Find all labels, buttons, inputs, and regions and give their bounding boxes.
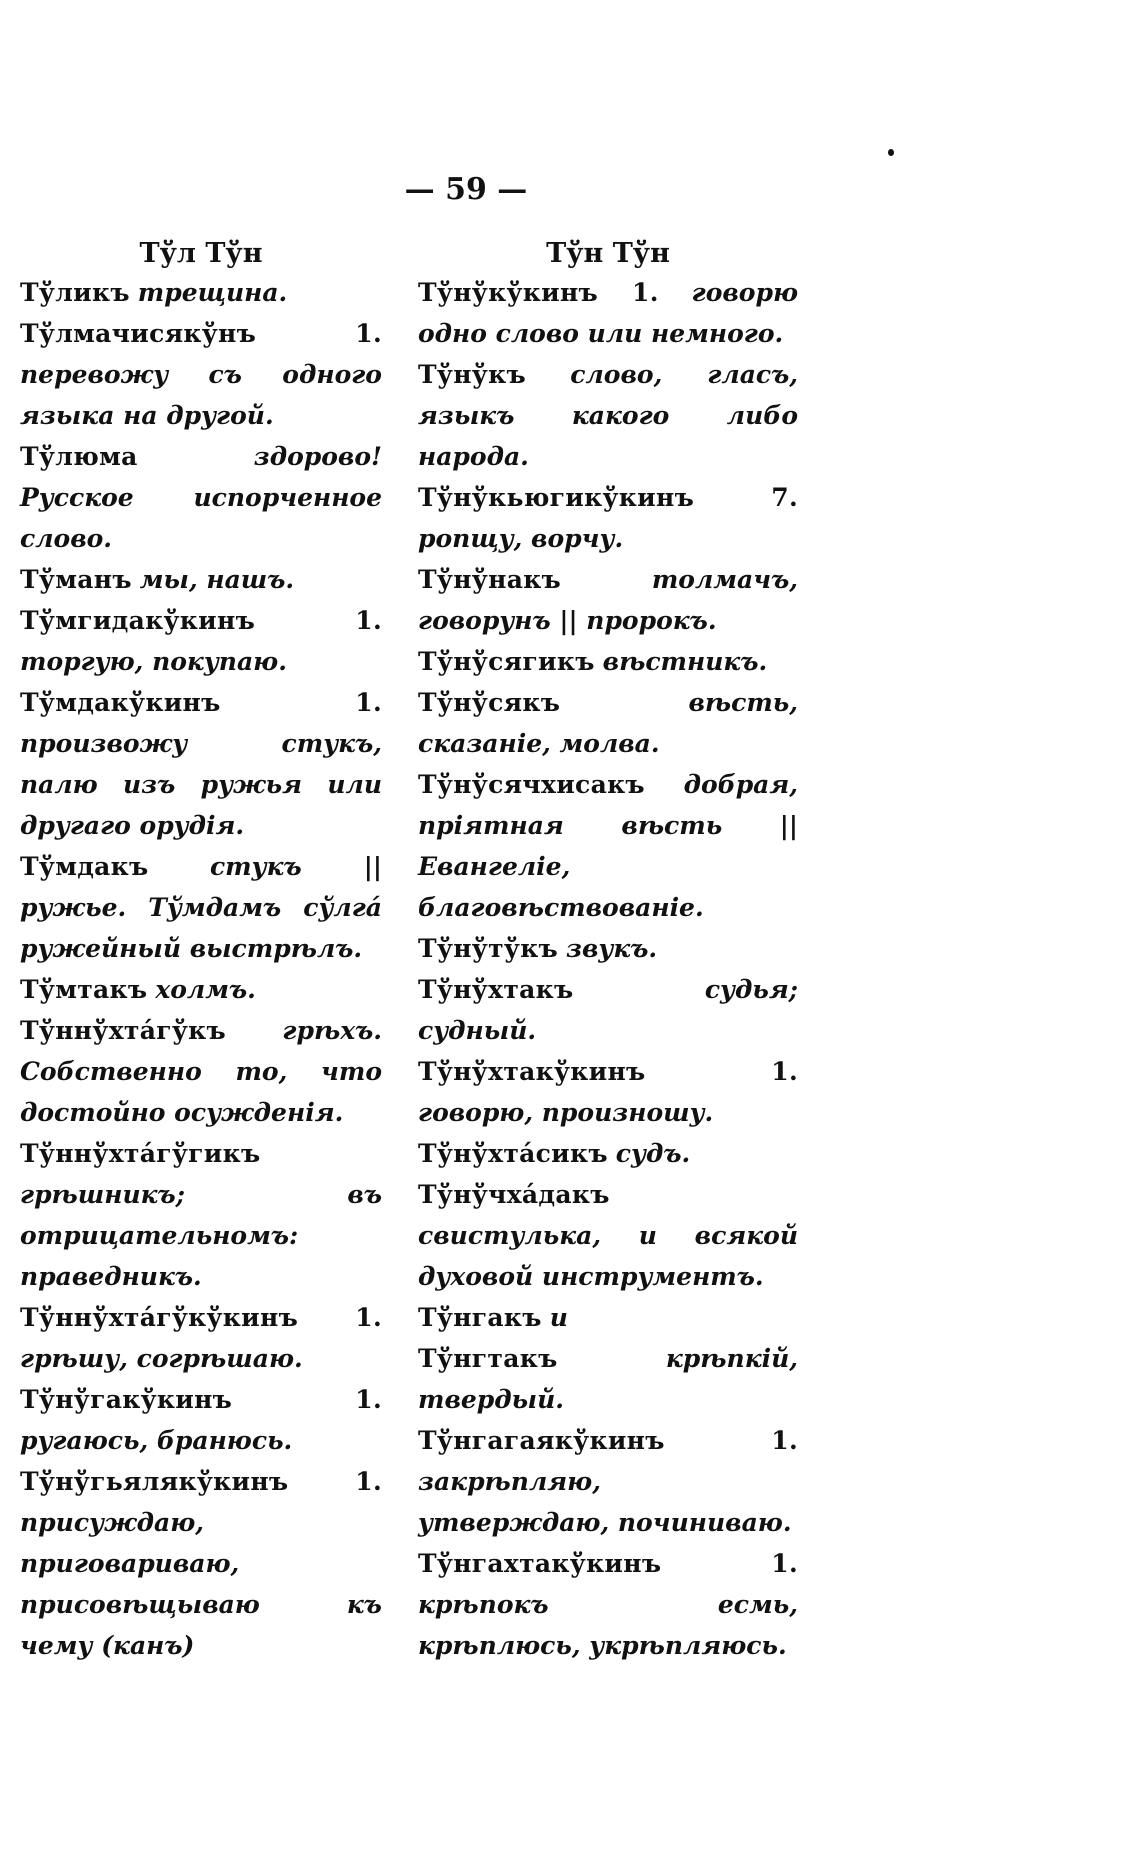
definition: говорю, произношу. — [418, 1098, 714, 1127]
page-number: — 59 — — [404, 172, 528, 207]
headword: Тўнўкьюгикўкинъ 7. — [418, 483, 798, 512]
headword: Тўнўнакъ — [418, 565, 562, 594]
headword: Тўмтакъ — [20, 975, 148, 1004]
dictionary-entry — [20, 1010, 382, 1133]
entry-list — [20, 272, 382, 1666]
headword: Тўликъ — [20, 278, 130, 307]
definition: стукъ || ружье. Тўмдамъ сўлгá ружейный выстрѣлъ. — [20, 852, 382, 963]
column-header: Тўл Тўн — [139, 238, 263, 269]
headword: Тўманъ — [20, 565, 132, 594]
definition: и — [549, 1303, 568, 1332]
headword: Тўмгидакўкинъ 1. — [20, 606, 382, 635]
definition: вѣсть, сказаніе, молва. — [418, 688, 798, 758]
headword: Тўнўтўкъ — [418, 934, 559, 963]
headword: Тўлюма — [20, 442, 138, 471]
dictionary-entry — [418, 559, 798, 641]
headword: Тўнўчхáдакъ — [418, 1180, 610, 1209]
definition: холмъ. — [155, 975, 256, 1004]
headword: Тўнўсячхисакъ — [418, 770, 645, 799]
definition: толмачъ, говорунъ || пророкъ. — [418, 565, 798, 635]
dictionary-entry — [418, 1051, 798, 1133]
definition: грѣхъ. Собственно то, что достойно осужденія. — [20, 1016, 382, 1127]
dictionary-entry — [20, 1379, 382, 1461]
dictionary-entry — [20, 969, 382, 1010]
dictionary-column-left — [20, 236, 382, 1666]
headword: Тўнгахтакўкинъ 1. — [418, 1549, 798, 1578]
headword: Тўнўхтакўкинъ 1. — [418, 1057, 798, 1086]
dictionary-entry — [418, 354, 798, 477]
headword: Тўннўхтáгўкўкинъ 1. — [20, 1303, 382, 1332]
definition: судъ. — [615, 1139, 691, 1168]
headword: Тўнўхтакъ — [418, 975, 574, 1004]
headword: Тўнўгьялякўкинъ 1. — [20, 1467, 382, 1496]
headword: Тўннўхтáгўкъ — [20, 1016, 226, 1045]
headword: Тўмдакъ — [20, 852, 149, 881]
definition: закрѣпляю, утверждаю, починиваю. — [418, 1467, 792, 1537]
dictionary-entry — [418, 1133, 798, 1174]
headword: Тўлмачисякўнъ 1. — [20, 319, 382, 348]
definition: крѣпкій, твердый. — [418, 1344, 798, 1414]
definition: мы, нашъ. — [139, 565, 295, 594]
definition: судья; судный. — [418, 975, 798, 1045]
dictionary-entry — [418, 969, 798, 1051]
dictionary-entry — [20, 1461, 382, 1666]
dictionary-entry — [418, 1543, 798, 1666]
dictionary-entry — [418, 682, 798, 764]
definition: говорю одно слово или немного. — [418, 278, 798, 348]
dictionary-entry — [20, 1133, 382, 1297]
headword: Тўнўкўкинъ 1. — [418, 278, 659, 307]
definition: вѣстникъ. — [602, 647, 768, 676]
definition: звукъ. — [566, 934, 658, 963]
dictionary-entry — [418, 1297, 798, 1338]
definition: грѣшникъ; въ отрицательномъ: праведникъ. — [20, 1180, 382, 1291]
dictionary-entry — [418, 477, 798, 559]
dictionary-entry — [20, 682, 382, 846]
definition: торгую, покупаю. — [20, 647, 287, 676]
definition: ругаюсь, бранюсь. — [20, 1426, 293, 1455]
definition: ропщу, ворчу. — [418, 524, 624, 553]
headword: Тўнўгакўкинъ 1. — [20, 1385, 382, 1414]
definition: присуждаю, приговариваю, присовѣщываю къ чему (канъ) — [20, 1508, 382, 1660]
dictionary-entry — [20, 313, 382, 436]
headword: Тўнўсягикъ — [418, 647, 595, 676]
column-header: Тўн Тўн — [546, 238, 670, 269]
dictionary-entry — [418, 764, 798, 928]
dictionary-column-right — [418, 236, 798, 1666]
dictionary-entry — [20, 846, 382, 969]
dictionary-entry — [418, 928, 798, 969]
definition: здорово! Русское испорченное слово. — [20, 442, 382, 553]
headword: Тўнгакъ — [418, 1303, 542, 1332]
headword: Тўннўхтáгўгикъ — [20, 1139, 261, 1168]
definition: крѣпокъ есмь, крѣплюсь, укрѣпляюсь. — [418, 1590, 798, 1660]
dictionary-entry — [20, 272, 382, 313]
headword: Тўнгагаякўкинъ 1. — [418, 1426, 798, 1455]
entry-list — [418, 272, 798, 1666]
definition: перевожу съ одного языка на другой. — [20, 360, 382, 430]
dictionary-entry — [418, 1174, 798, 1297]
ink-speck — [888, 149, 894, 156]
definition: грѣшу, согрѣшаю. — [20, 1344, 303, 1373]
definition: свистулька, и всякой духовой инструментъ. — [418, 1221, 798, 1291]
dictionary-entry — [20, 436, 382, 559]
dictionary-entry — [20, 1297, 382, 1379]
headword: Тўнўхтáсикъ — [418, 1139, 608, 1168]
headword: Тўнгтакъ — [418, 1344, 558, 1373]
headword: Тўмдакўкинъ 1. — [20, 688, 382, 717]
definition: слово, гласъ, языкъ какого либо народа. — [418, 360, 799, 471]
dictionary-entry — [418, 1420, 798, 1543]
headword: Тўнўсякъ — [418, 688, 561, 717]
headword: Тўнўкъ — [418, 360, 526, 389]
definition: трещина. — [137, 278, 288, 307]
definition: произвожу стукъ, палю изъ ружья или другаго орудія. — [20, 729, 382, 840]
dictionary-entry — [418, 1338, 798, 1420]
dictionary-entry — [20, 559, 382, 600]
dictionary-entry — [418, 641, 798, 682]
definition: добрая, пріятная вѣсть || Евангеліе, благовѣствованіе. — [418, 770, 798, 922]
dictionary-entry — [418, 272, 798, 354]
dictionary-entry — [20, 600, 382, 682]
